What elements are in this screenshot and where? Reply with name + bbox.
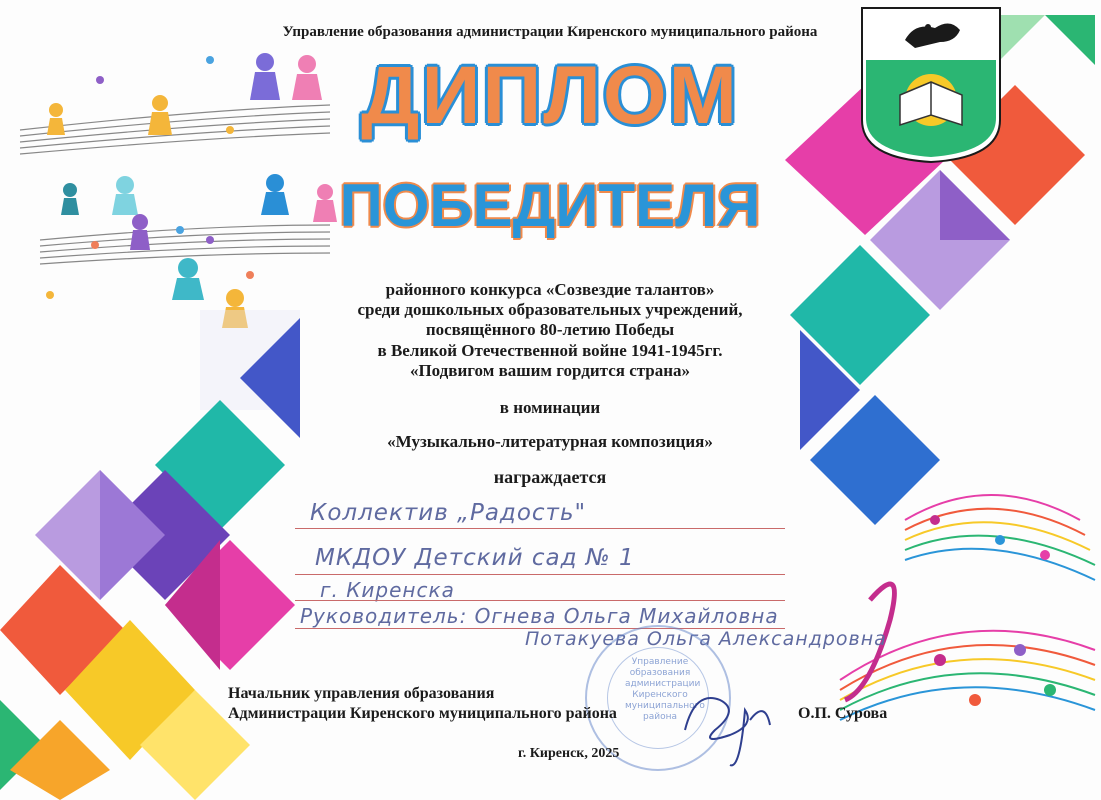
body-line: «Подвигом вашим гордится страна» bbox=[409, 361, 691, 380]
recipient-line-4: Руководитель: Огнева Ольга Михайловна bbox=[300, 604, 779, 628]
handwritten-signature bbox=[670, 670, 790, 780]
underline bbox=[295, 528, 785, 529]
recipient-line-5: Потакуева Ольга Александровна bbox=[525, 628, 887, 650]
body-line: районного конкурса «Созвездие талантов» bbox=[385, 280, 715, 299]
city-year: г. Киренск, 2025 bbox=[518, 746, 620, 761]
body-line: среди дошкольных образовательных учреждений, bbox=[357, 300, 743, 319]
recipient-line-1: Коллектив „Радость" bbox=[310, 500, 587, 526]
diploma-subtitle: ПОБЕДИТЕЛЯ bbox=[339, 172, 761, 239]
stamp-text: Управление образования администрации Киренского муниципального района bbox=[625, 657, 705, 722]
recipient-line-3: г. Киренска bbox=[320, 578, 455, 602]
body-line: посвящённого 80-летию Победы bbox=[425, 320, 675, 339]
underline bbox=[295, 574, 785, 575]
left-diamond-pattern bbox=[0, 310, 300, 800]
organization-header: Управление образования администрации Киренского муниципального района bbox=[282, 24, 818, 40]
recipient-line-2: МКДОУ Детский сад № 1 bbox=[315, 545, 635, 571]
signatory-position-line-1: Начальник управления образования bbox=[228, 685, 495, 702]
awarded-label: награждается bbox=[493, 467, 607, 487]
diploma-title: ДИПЛОМ bbox=[361, 50, 739, 141]
music-swirl-icon bbox=[840, 495, 1095, 720]
underline bbox=[295, 600, 785, 601]
signatory-name: О.П. Сурова bbox=[798, 705, 888, 722]
signatory-position-line-2: Администрации Киренского муниципального района bbox=[228, 705, 617, 722]
nomination-intro: в номинации bbox=[499, 398, 601, 417]
nomination-title: «Музыкально-литературная композиция» bbox=[387, 432, 713, 451]
body-line: в Великой Отечественной войне 1941-1945гг. bbox=[377, 341, 723, 360]
music-note-icon bbox=[46, 56, 254, 299]
